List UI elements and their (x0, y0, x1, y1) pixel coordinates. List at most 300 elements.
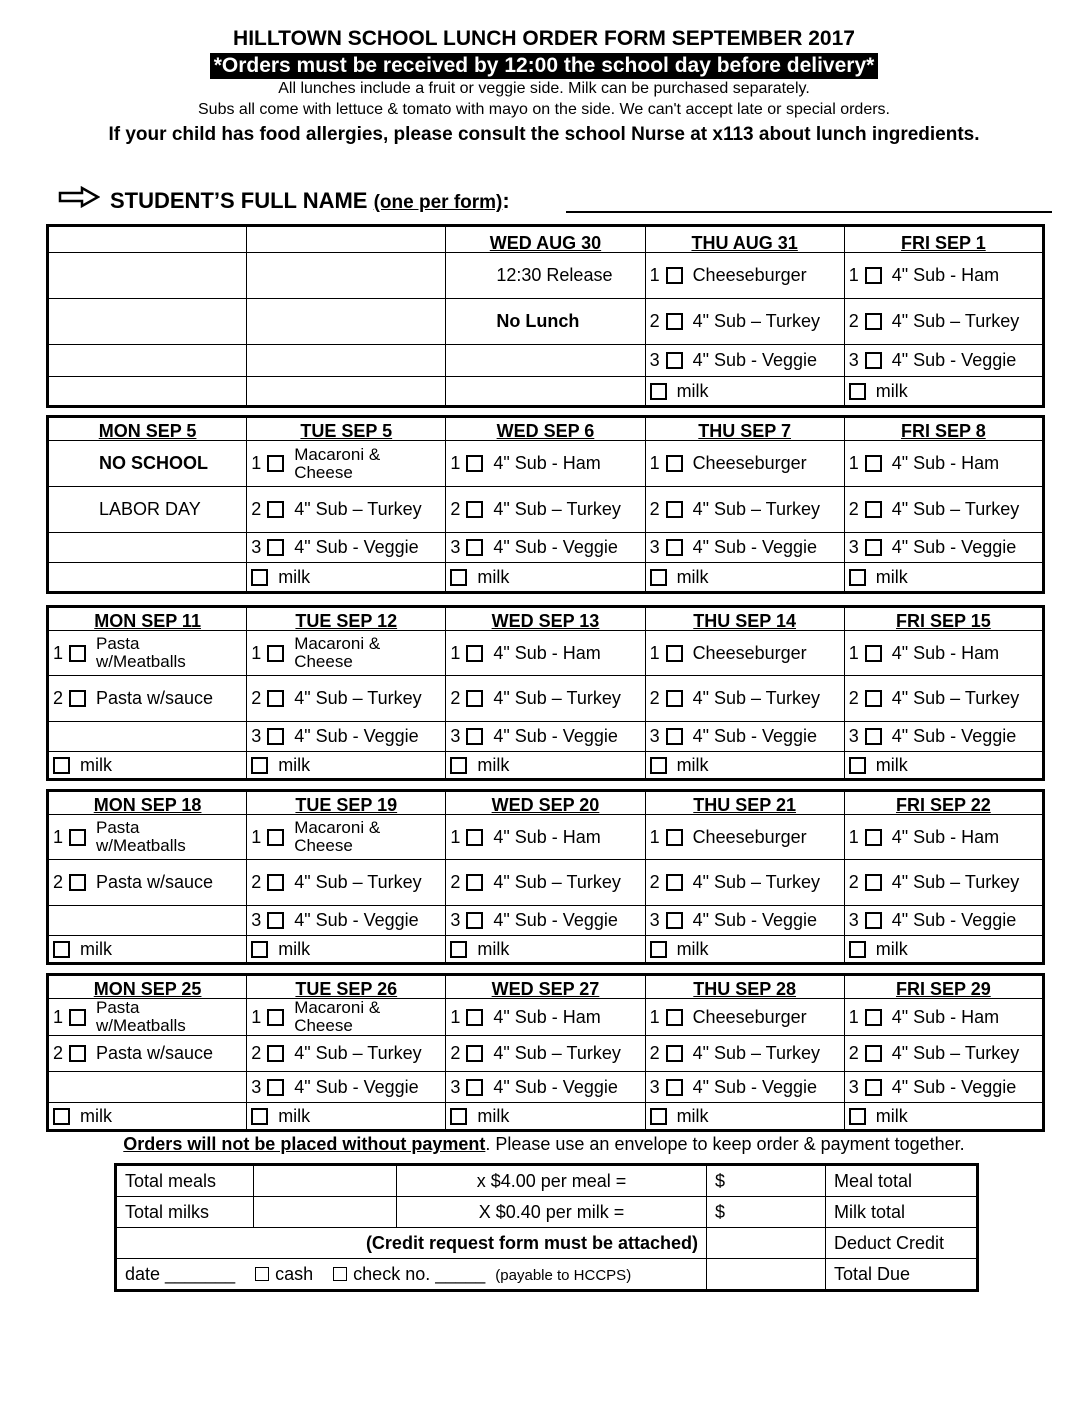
option-number: 1 (848, 826, 859, 847)
meal-total-label: Meal total (826, 1165, 978, 1197)
milk-label: milk (80, 938, 112, 959)
day-note-text: 12:30 Release (496, 265, 613, 285)
milk-option (48, 1103, 247, 1131)
meal-total-input[interactable]: $ (707, 1165, 826, 1197)
day-header: FRI SEP 1 (844, 226, 1043, 253)
menu-option (446, 533, 645, 563)
menu-option (446, 906, 645, 936)
day-header: TUE SEP 5 (247, 417, 446, 441)
menu-option (247, 487, 446, 533)
menu-item-label: 4" Sub - Veggie (891, 537, 1017, 557)
menu-checkbox[interactable] (267, 645, 284, 662)
menu-option (446, 631, 645, 676)
empty-cell (247, 299, 446, 345)
week-table (46, 789, 1045, 965)
menu-item-label: 4" Sub – Turkey (493, 688, 621, 708)
menu-item-label: 4" Sub - Veggie (294, 910, 419, 930)
menu-checkbox[interactable] (666, 912, 683, 929)
student-name-label: STUDENT’S FULL NAME (one per form): (110, 188, 510, 213)
date-field[interactable]: date _______ (125, 1263, 236, 1284)
milk-label: milk (477, 566, 510, 587)
deadline-banner: *Orders must be received by 12:00 the school day before delivery* (210, 53, 879, 79)
day-header: MON SEP 25 (48, 975, 247, 999)
menu-checkbox[interactable] (666, 874, 683, 891)
empty-cell (247, 377, 446, 407)
check-no-field[interactable]: check no. _____ (353, 1263, 486, 1284)
menu-checkbox[interactable] (865, 455, 882, 472)
menu-checkbox[interactable] (466, 1079, 483, 1096)
week-table (46, 605, 1045, 781)
menu-checkbox[interactable] (69, 645, 86, 662)
day-note-text: LABOR DAY (99, 499, 201, 519)
menu-option (844, 533, 1043, 563)
deduct-credit-label: Deduct Credit (826, 1228, 978, 1259)
milk-checkbox[interactable] (53, 941, 70, 958)
menu-option (645, 533, 844, 563)
menu-option (645, 906, 844, 936)
menu-option (48, 999, 247, 1036)
payment-table (114, 1163, 979, 1292)
menu-option (844, 815, 1043, 860)
option-number: 1 (649, 265, 660, 285)
milk-option (645, 1103, 844, 1131)
menu-item-label: 4" Sub - Ham (493, 826, 601, 847)
milk-option (844, 377, 1043, 407)
menu-checkbox[interactable] (666, 455, 683, 472)
menu-item-label: Cheeseburger (692, 642, 807, 663)
milk-checkbox[interactable] (450, 757, 467, 774)
day-header: WED SEP 20 (446, 791, 645, 815)
menu-checkbox[interactable] (865, 1009, 882, 1026)
milk-checkbox[interactable] (650, 569, 667, 586)
menu-option (247, 1036, 446, 1072)
milks-row (116, 1197, 978, 1228)
menu-option (645, 345, 844, 377)
student-name-field[interactable] (566, 211, 1052, 213)
milk-total-label: Milk total (826, 1197, 978, 1228)
milk-checkbox[interactable] (849, 1108, 866, 1125)
menu-checkbox[interactable] (865, 1045, 882, 1062)
credit-row (116, 1228, 978, 1259)
milk-total-input[interactable]: $ (707, 1197, 826, 1228)
menu-item-label: Pasta w/sauce (96, 872, 214, 892)
option-number: 2 (450, 499, 461, 519)
menu-item-label: 4" Sub - Ham (891, 453, 1000, 473)
menu-checkbox[interactable] (466, 501, 483, 518)
menu-item-label: Pasta w/Meatballs (96, 998, 186, 1035)
day-header: MON SEP 11 (48, 607, 247, 631)
menu-item-label: 4" Sub - Veggie (692, 1076, 818, 1097)
menu-item-label: Cheeseburger (692, 453, 807, 473)
total-meals-input[interactable] (254, 1165, 397, 1197)
menu-option (446, 487, 645, 533)
milk-option (446, 1103, 645, 1131)
deduct-credit-input[interactable] (707, 1228, 826, 1259)
milk-label: milk (676, 380, 709, 401)
milk-checkbox[interactable] (849, 569, 866, 586)
menu-option (645, 253, 844, 299)
menu-item-label: 4" Sub – Turkey (891, 872, 1020, 892)
milk-option (247, 936, 446, 964)
menu-item-label: 4" Sub – Turkey (493, 872, 621, 892)
menu-checkbox[interactable] (267, 690, 284, 707)
menu-item-label: 4" Sub – Turkey (294, 872, 422, 892)
credit-note: (Credit request form must be attached) (116, 1228, 707, 1259)
option-number: 2 (649, 872, 660, 892)
total-milks-input[interactable] (254, 1197, 397, 1228)
menu-item-label: 4" Sub - Veggie (493, 726, 618, 746)
day-note (48, 441, 247, 487)
menu-checkbox[interactable] (865, 728, 882, 745)
option-number: 1 (251, 826, 262, 847)
milk-label: milk (477, 938, 510, 959)
option-number: 1 (251, 453, 262, 473)
menu-checkbox[interactable] (865, 267, 882, 284)
menu-checkbox[interactable] (466, 539, 483, 556)
menu-option (247, 533, 446, 563)
milk-checkbox[interactable] (849, 941, 866, 958)
menu-checkbox[interactable] (466, 829, 483, 846)
menu-item-label: 4" Sub - Veggie (692, 350, 818, 370)
milk-checkbox[interactable] (849, 757, 866, 774)
menu-checkbox[interactable] (666, 690, 683, 707)
option-number: 1 (848, 1006, 859, 1027)
milk-label: milk (875, 1105, 908, 1126)
milk-option (844, 752, 1043, 780)
milk-label: milk (80, 754, 112, 775)
menu-item-label: 4" Sub – Turkey (692, 1043, 821, 1063)
menu-checkbox[interactable] (666, 829, 683, 846)
menu-checkbox[interactable] (69, 690, 86, 707)
day-header: TUE SEP 26 (247, 975, 446, 999)
info-line-1: All lunches include a fruit or veggie side. Milk can be purchased separately. (278, 80, 810, 97)
menu-checkbox[interactable] (466, 874, 483, 891)
menu-checkbox[interactable] (666, 1045, 683, 1062)
milk-option (247, 1103, 446, 1131)
menu-item-label: 4" Sub - Ham (891, 265, 1000, 285)
milk-option (645, 936, 844, 964)
empty-cell (446, 345, 645, 377)
milk-checkbox[interactable] (450, 941, 467, 958)
menu-item-label: 4" Sub - Veggie (692, 726, 818, 746)
option-number: 3 (450, 726, 461, 746)
milk-checkbox[interactable] (251, 757, 268, 774)
menu-item-label: Macaroni & Cheese (294, 818, 381, 855)
day-header: THU SEP 14 (645, 607, 844, 631)
menu-checkbox[interactable] (666, 728, 683, 745)
milk-label: milk (278, 566, 311, 587)
menu-item-label: 4" Sub – Turkey (692, 872, 821, 892)
menu-checkbox[interactable] (865, 690, 882, 707)
option-number: 1 (848, 265, 859, 285)
cash-checkbox[interactable] (255, 1267, 269, 1281)
menu-checkbox[interactable] (666, 1079, 683, 1096)
empty-cell (48, 1072, 247, 1103)
menu-checkbox[interactable] (466, 645, 483, 662)
menu-checkbox[interactable] (466, 1009, 483, 1026)
milk-checkbox[interactable] (650, 941, 667, 958)
day-header: FRI SEP 22 (844, 791, 1043, 815)
option-number: 2 (649, 311, 660, 331)
menu-checkbox[interactable] (267, 874, 284, 891)
menu-item-label: Cheeseburger (692, 1006, 807, 1027)
menu-item-label: 4" Sub - Veggie (493, 537, 618, 557)
menu-item-label: 4" Sub – Turkey (692, 311, 821, 331)
day-header: FRI SEP 8 (844, 417, 1043, 441)
menu-checkbox[interactable] (466, 1045, 483, 1062)
option-number: 2 (251, 499, 262, 519)
menu-option (247, 631, 446, 676)
empty-cell (247, 345, 446, 377)
option-number: 2 (848, 688, 859, 708)
option-number: 1 (848, 642, 859, 663)
check-checkbox[interactable] (333, 1267, 347, 1281)
menu-item-label: Macaroni & Cheese (294, 444, 381, 482)
empty-cell (48, 345, 247, 377)
day-header: FRI SEP 29 (844, 975, 1043, 999)
milk-label: milk (676, 566, 709, 587)
milk-label: milk (875, 938, 908, 959)
milk-option (446, 752, 645, 780)
menu-checkbox[interactable] (267, 1009, 284, 1026)
menu-option (844, 906, 1043, 936)
day-note-text: NO SCHOOL (99, 453, 209, 473)
menu-checkbox[interactable] (466, 728, 483, 745)
menu-option (645, 631, 844, 676)
week-table (46, 224, 1045, 408)
menu-checkbox[interactable] (69, 1045, 86, 1062)
milk-option (48, 752, 247, 780)
payment-note: Orders will not be placed without payment. Please use an envelope to keep order & payment together. (123, 1134, 965, 1154)
milk-checkbox[interactable] (251, 941, 268, 958)
menu-checkbox[interactable] (865, 645, 882, 662)
menu-item-label: Macaroni & Cheese (294, 998, 381, 1035)
milk-checkbox[interactable] (650, 757, 667, 774)
menu-option (48, 676, 247, 722)
milk-checkbox[interactable] (450, 1108, 467, 1125)
menu-option (844, 487, 1043, 533)
meals-row (116, 1165, 978, 1197)
menu-checkbox[interactable] (865, 912, 882, 929)
day-header: WED AUG 30 (446, 226, 645, 253)
option-number: 1 (53, 642, 64, 663)
menu-item-label: Pasta w/Meatballs (96, 634, 186, 671)
milk-label: milk (875, 754, 908, 775)
menu-checkbox[interactable] (267, 728, 284, 745)
info-line-2: Subs all come with lettuce & tomato with mayo on the side. We can't accept late or special orders. (198, 101, 890, 118)
menu-item-label: Macaroni & Cheese (294, 634, 381, 671)
option-number: 3 (251, 726, 262, 746)
menu-option (247, 676, 446, 722)
menu-item-label: 4" Sub - Veggie (891, 910, 1017, 930)
milk-checkbox[interactable] (849, 383, 866, 400)
menu-item-label: 4" Sub - Veggie (891, 1076, 1017, 1097)
option-number: 3 (450, 537, 461, 557)
option-number: 3 (848, 1076, 859, 1097)
total-meals-label: Total meals (116, 1165, 254, 1197)
menu-checkbox[interactable] (666, 1009, 683, 1026)
day-note (48, 487, 247, 533)
menu-option (844, 722, 1043, 752)
menu-option (645, 1072, 844, 1103)
total-due-input[interactable] (707, 1259, 826, 1291)
menu-option (645, 676, 844, 722)
milk-checkbox[interactable] (53, 757, 70, 774)
menu-option (247, 1072, 446, 1103)
empty-cell (48, 533, 247, 563)
menu-checkbox[interactable] (666, 267, 683, 284)
menu-option (247, 860, 446, 906)
menu-checkbox[interactable] (666, 501, 683, 518)
option-number: 2 (53, 1043, 64, 1063)
milk-checkbox[interactable] (251, 1108, 268, 1125)
menu-option (48, 1036, 247, 1072)
student-name-row (58, 184, 1058, 220)
menu-option (844, 345, 1043, 377)
milk-option (844, 1103, 1043, 1131)
option-number: 2 (649, 688, 660, 708)
option-number: 3 (649, 910, 660, 930)
option-number: 3 (450, 910, 461, 930)
milk-option (446, 936, 645, 964)
menu-checkbox[interactable] (69, 829, 86, 846)
menu-checkbox[interactable] (666, 539, 683, 556)
menu-checkbox[interactable] (865, 1079, 882, 1096)
milk-checkbox[interactable] (53, 1108, 70, 1125)
milk-label: milk (875, 380, 908, 401)
menu-checkbox[interactable] (466, 455, 483, 472)
menu-checkbox[interactable] (267, 501, 284, 518)
menu-checkbox[interactable] (466, 912, 483, 929)
option-number: 3 (848, 726, 859, 746)
menu-checkbox[interactable] (267, 829, 284, 846)
option-number: 3 (848, 537, 859, 557)
milk-checkbox[interactable] (650, 383, 667, 400)
menu-checkbox[interactable] (267, 1079, 284, 1096)
menu-checkbox[interactable] (69, 874, 86, 891)
option-number: 2 (251, 688, 262, 708)
menu-item-label: 4" Sub - Veggie (493, 1076, 618, 1097)
empty-cell (48, 299, 247, 345)
milk-option (645, 377, 844, 407)
option-number: 1 (649, 453, 660, 473)
cash-label: cash (275, 1263, 314, 1284)
option-number: 1 (649, 826, 660, 847)
menu-checkbox[interactable] (267, 1045, 284, 1062)
day-header: TUE SEP 12 (247, 607, 446, 631)
allergy-notice: If your child has food allergies, please consult the school Nurse at x113 about lunch ingredients. (108, 124, 980, 145)
day-header: THU SEP 21 (645, 791, 844, 815)
milk-label: milk (676, 754, 709, 775)
option-number: 1 (649, 1006, 660, 1027)
option-number: 3 (848, 910, 859, 930)
menu-option (844, 441, 1043, 487)
menu-checkbox[interactable] (865, 501, 882, 518)
menu-option (844, 676, 1043, 722)
menu-checkbox[interactable] (466, 690, 483, 707)
milk-label: milk (676, 1105, 709, 1126)
milk-label: milk (278, 938, 311, 959)
day-header: WED SEP 27 (446, 975, 645, 999)
day-header: WED SEP 6 (446, 417, 645, 441)
day-header: THU AUG 31 (645, 226, 844, 253)
menu-checkbox[interactable] (666, 352, 683, 369)
option-number: 1 (53, 1006, 64, 1027)
menu-checkbox[interactable] (865, 352, 882, 369)
menu-option (247, 999, 446, 1036)
option-number: 1 (53, 826, 64, 847)
menu-item-label: 4" Sub - Veggie (294, 1076, 419, 1097)
menu-checkbox[interactable] (69, 1009, 86, 1026)
menu-option (844, 1036, 1043, 1072)
milk-checkbox[interactable] (450, 569, 467, 586)
option-number: 2 (450, 1043, 461, 1063)
total-milks-label: Total milks (116, 1197, 254, 1228)
menu-option (446, 441, 645, 487)
milk-option (844, 936, 1043, 964)
menu-option (446, 1072, 645, 1103)
menu-checkbox[interactable] (267, 455, 284, 472)
menu-option (446, 1036, 645, 1072)
option-number: 3 (649, 537, 660, 557)
menu-item-label: Pasta w/Meatballs (96, 818, 186, 855)
menu-option (844, 860, 1043, 906)
milk-checkbox[interactable] (650, 1108, 667, 1125)
option-number: 2 (848, 872, 859, 892)
menu-checkbox[interactable] (267, 912, 284, 929)
menu-checkbox[interactable] (267, 539, 284, 556)
menu-item-label: 4" Sub – Turkey (891, 688, 1020, 708)
menu-item-label: 4" Sub – Turkey (891, 311, 1020, 331)
option-number: 1 (450, 826, 461, 847)
total-due-label: Total Due (826, 1259, 978, 1291)
day-header: THU SEP 7 (645, 417, 844, 441)
week-table (46, 973, 1045, 1132)
milk-price: X $0.40 per milk = (397, 1197, 707, 1228)
menu-item-label: 4" Sub - Veggie (493, 910, 618, 930)
menu-option (446, 999, 645, 1036)
option-number: 2 (848, 499, 859, 519)
milk-label: milk (875, 566, 908, 587)
option-number: 2 (848, 1043, 859, 1063)
menu-checkbox[interactable] (865, 539, 882, 556)
milk-option (247, 752, 446, 780)
menu-item-label: 4" Sub - Ham (493, 1006, 601, 1027)
menu-checkbox[interactable] (865, 313, 882, 330)
menu-option (645, 815, 844, 860)
menu-checkbox[interactable] (865, 874, 882, 891)
menu-option (446, 676, 645, 722)
menu-option (247, 441, 446, 487)
option-number: 1 (848, 453, 859, 473)
menu-checkbox[interactable] (666, 313, 683, 330)
menu-item-label: 4" Sub - Veggie (891, 726, 1017, 746)
menu-item-label: 4" Sub – Turkey (692, 688, 821, 708)
menu-item-label: Cheeseburger (692, 265, 807, 285)
empty-cell (247, 253, 446, 299)
menu-checkbox[interactable] (666, 645, 683, 662)
total-due-row (116, 1259, 978, 1291)
payable-note: (payable to HCCPS) (495, 1266, 632, 1284)
menu-option (247, 722, 446, 752)
milk-option (844, 563, 1043, 593)
milk-checkbox[interactable] (251, 569, 268, 586)
menu-option (645, 999, 844, 1036)
menu-item-label: 4" Sub - Veggie (692, 910, 818, 930)
menu-checkbox[interactable] (865, 829, 882, 846)
option-number: 2 (53, 872, 64, 892)
option-number: 1 (450, 1006, 461, 1027)
